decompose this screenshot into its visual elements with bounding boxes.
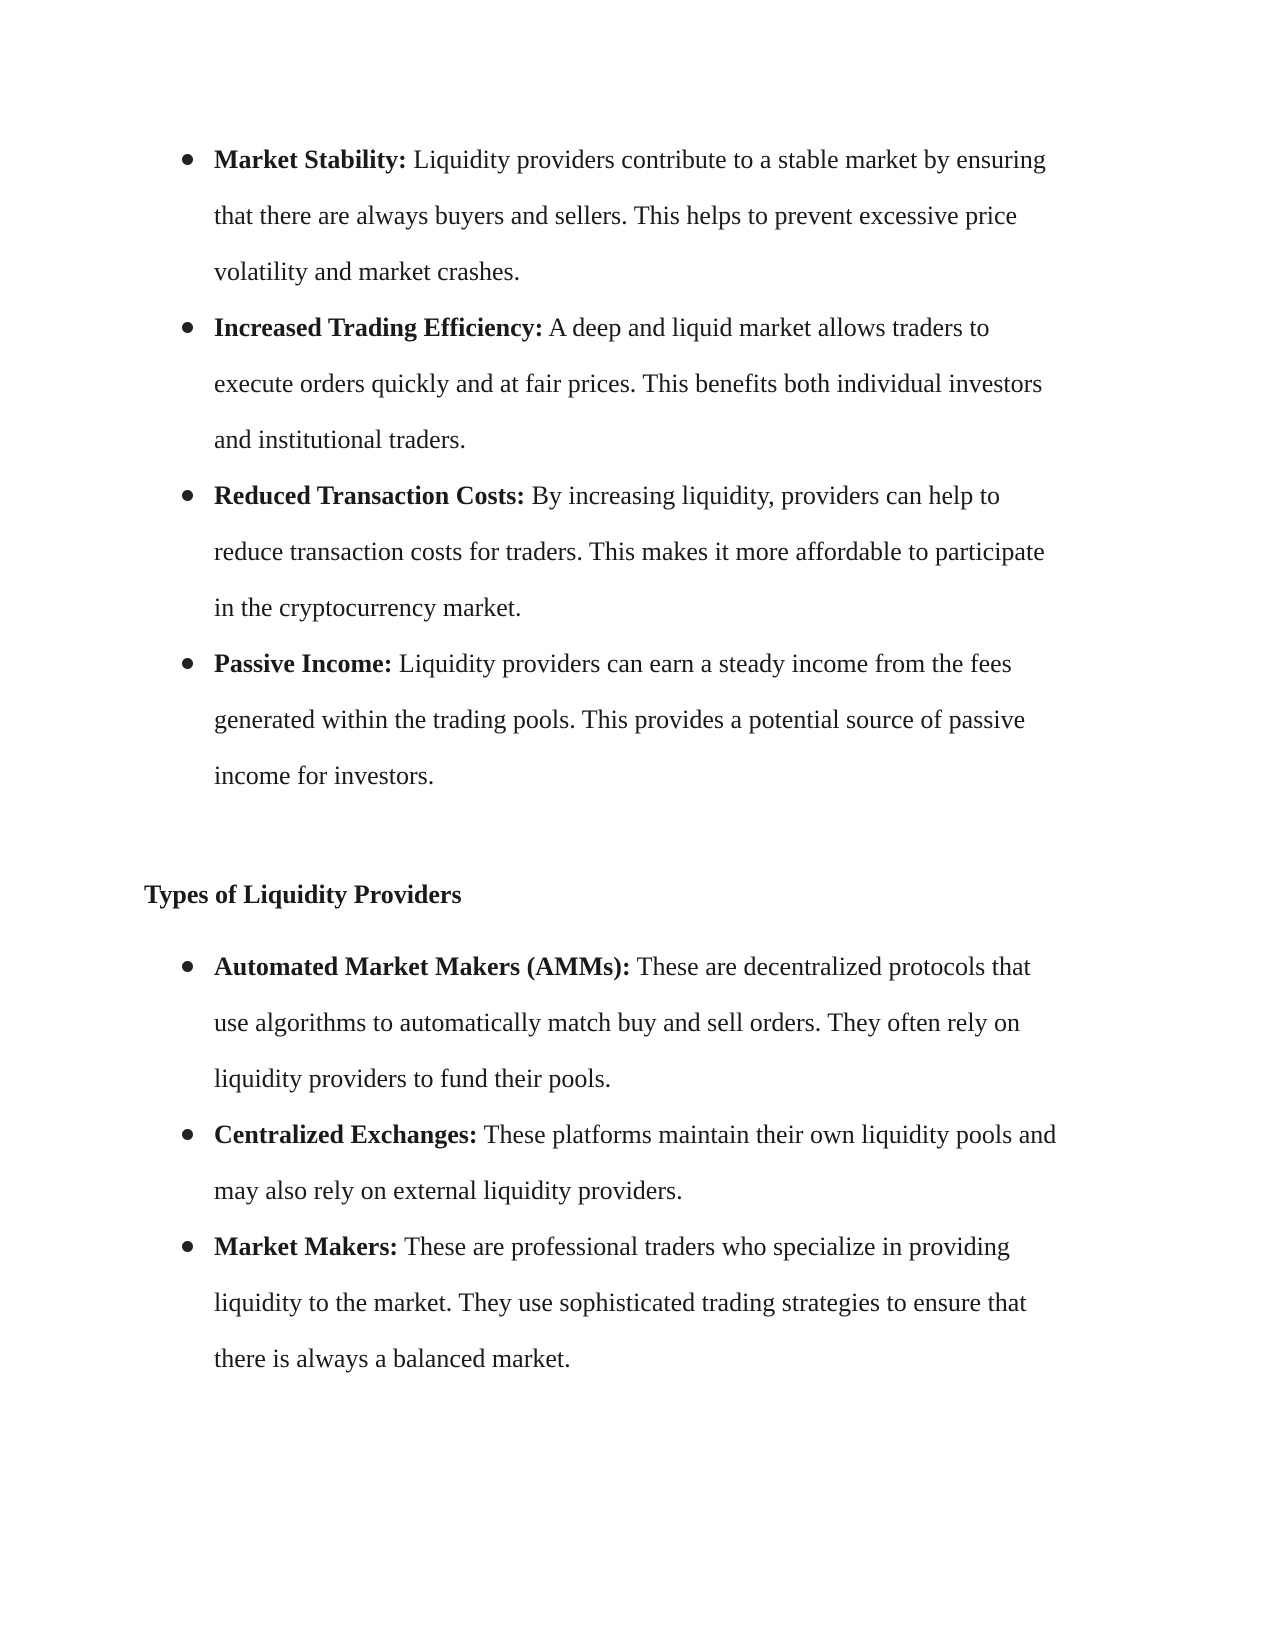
item-text: These platforms maintain their own liquidity pools and may also rely on external liquidity providers. [214, 1120, 1057, 1205]
item-text: A deep and liquid market allows traders to execute orders quickly and at fair prices. This benefits both individual investors and institutional traders. [214, 313, 1043, 454]
item-text: These are decentralized protocols that use algorithms to automatically match buy and sell orders. They often rely on liquidity providers to fund their pools. [214, 952, 1031, 1093]
item-term: Centralized Exchanges: [214, 1120, 478, 1149]
types-list [182, 939, 1067, 1387]
bullet-icon [182, 322, 193, 333]
item-term: Market Makers: [214, 1232, 399, 1261]
bullet-icon [182, 961, 193, 972]
section-heading: Types of Liquidity Providers [144, 880, 462, 909]
item-text: Liquidity providers contribute to a stable market by ensuring that there are always buyers and sellers. This helps to prevent excessive price volatility and market crashes. [214, 145, 1046, 286]
list-item [182, 1107, 1067, 1219]
bullet-icon [182, 658, 193, 669]
list-item [182, 132, 1067, 300]
list-item [182, 939, 1067, 1107]
list-item [182, 468, 1067, 636]
list-item [182, 636, 1067, 804]
item-term: Passive Income: [214, 649, 393, 678]
benefits-list [182, 132, 1067, 804]
bullet-icon [182, 490, 193, 501]
item-term: Market Stability: [214, 145, 407, 174]
item-term: Increased Trading Efficiency: [214, 313, 544, 342]
bullet-icon [182, 1241, 193, 1252]
bullet-icon [182, 1129, 193, 1140]
list-item [182, 300, 1067, 468]
item-text: By increasing liquidity, providers can help to reduce transaction costs for traders. This makes it more affordable to participate in the cryptocurrency market. [214, 481, 1045, 622]
list-item [182, 1219, 1067, 1387]
item-text: These are professional traders who specialize in providing liquidity to the market. They use sophisticated trading strategies to ensure that there is always a balanced market. [214, 1232, 1027, 1373]
item-term: Reduced Transaction Costs: [214, 481, 526, 510]
bullet-icon [182, 154, 193, 165]
item-text: Liquidity providers can earn a steady income from the fees generated within the trading pools. This provides a potential source of passive income for investors. [214, 649, 1026, 790]
item-term: Automated Market Makers (AMMs): [214, 952, 631, 981]
